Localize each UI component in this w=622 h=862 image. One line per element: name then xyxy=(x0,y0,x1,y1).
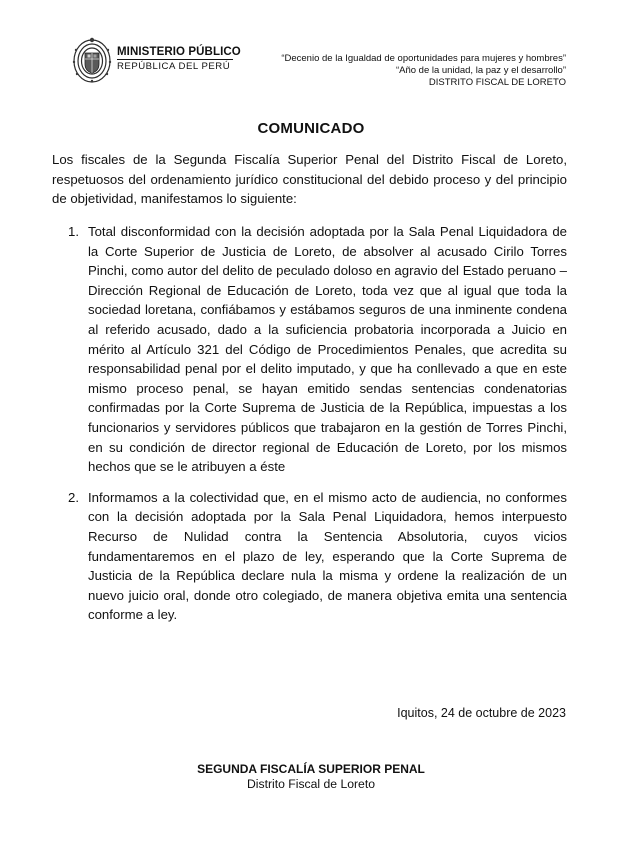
signature-district: Distrito Fiscal de Loreto xyxy=(246,777,376,791)
district-line: DISTRITO FISCAL DE LORETO xyxy=(428,77,566,88)
list-item xyxy=(52,222,567,477)
coat-of-arms-emblem-icon xyxy=(68,34,116,86)
list-item-text: Informamos a la colectividad que, en el mismo acto de audiencia, no conformes con la decisión adoptada por la Sala Penal Liquidadora, hemos interpuesto Recurso de Nulidad contra la Sentencia Absolutoria, cuyos vicios fundamentaremos en el plazo de ley, esperando que la Corte Suprema de Justicia de la República declare nula la misma y ordene la realización de un nuevo juicio oral, donde otro colegiado, de manera objetiva emita una sentencia conforme a ley. xyxy=(88,489,567,623)
institution-block xyxy=(117,46,241,72)
document-date: Iquitos, 24 de octubre de 2023 xyxy=(397,706,566,720)
list-item-number: 2. xyxy=(68,489,79,505)
institution-divider xyxy=(117,59,233,60)
institution-subtitle: REPÚBLICA DEL PERÚ xyxy=(117,61,231,72)
list-item xyxy=(52,488,567,625)
signature-block xyxy=(0,762,622,792)
letterhead xyxy=(68,32,568,92)
list-item-number: 1. xyxy=(68,224,79,239)
statement-list xyxy=(52,222,567,625)
institution-name: MINISTERIO PÚBLICO xyxy=(117,46,241,58)
header-mottos xyxy=(281,53,566,89)
motto-line: “Año de la unidad, la paz y el desarrollo” xyxy=(395,65,566,76)
list-item-text: Total disconformidad con la decisión adoptada por la Sala Penal Liquidadora de la Corte Superior de Justicia de Loreto, de absolver al acusado Cirilo Torres Pinchi, como autor del delito de peculado doloso en agravio del Estado peruano – Dirección Regional de Educación de Loreto, toda vez que al igual que toda la sociedad loretana, confiábamos y estábamos seguros de una inminente condena al referido acusado, dado a la suficiencia probatoria incorporada a Juicio en mérito al Artículo 321 del Código de Procedimientos Penales, que acredita su responsabilidad penal por el delito imputado, y que ha conllevado a que en este mismo proceso penal, se hayan emitido sendas sentencias condenatorias confirmadas por la Corte Suprema de Justicia de la República, impuestas a los funcionarios y servidores públicos que trabajaron en la gestión de Torres Pinchi, en su condición de director regional de Educación de Loreto, por los mismos hechos que se le atribuyen a éste xyxy=(88,224,567,475)
motto-line: “Decenio de la Igualdad de oportunidades para mujeres y hombres” xyxy=(281,53,566,64)
signature-office: SEGUNDA FISCALÍA SUPERIOR PENAL xyxy=(197,762,425,776)
intro-paragraph: Los fiscales de la Segunda Fiscalía Superior Penal del Distrito Fiscal de Loreto, respetuosos del ordenamiento jurídico constitucional del debido proceso y del principio de objetividad, manifestamos lo siguiente: xyxy=(52,152,567,207)
document-title: COMUNICADO xyxy=(257,120,365,137)
